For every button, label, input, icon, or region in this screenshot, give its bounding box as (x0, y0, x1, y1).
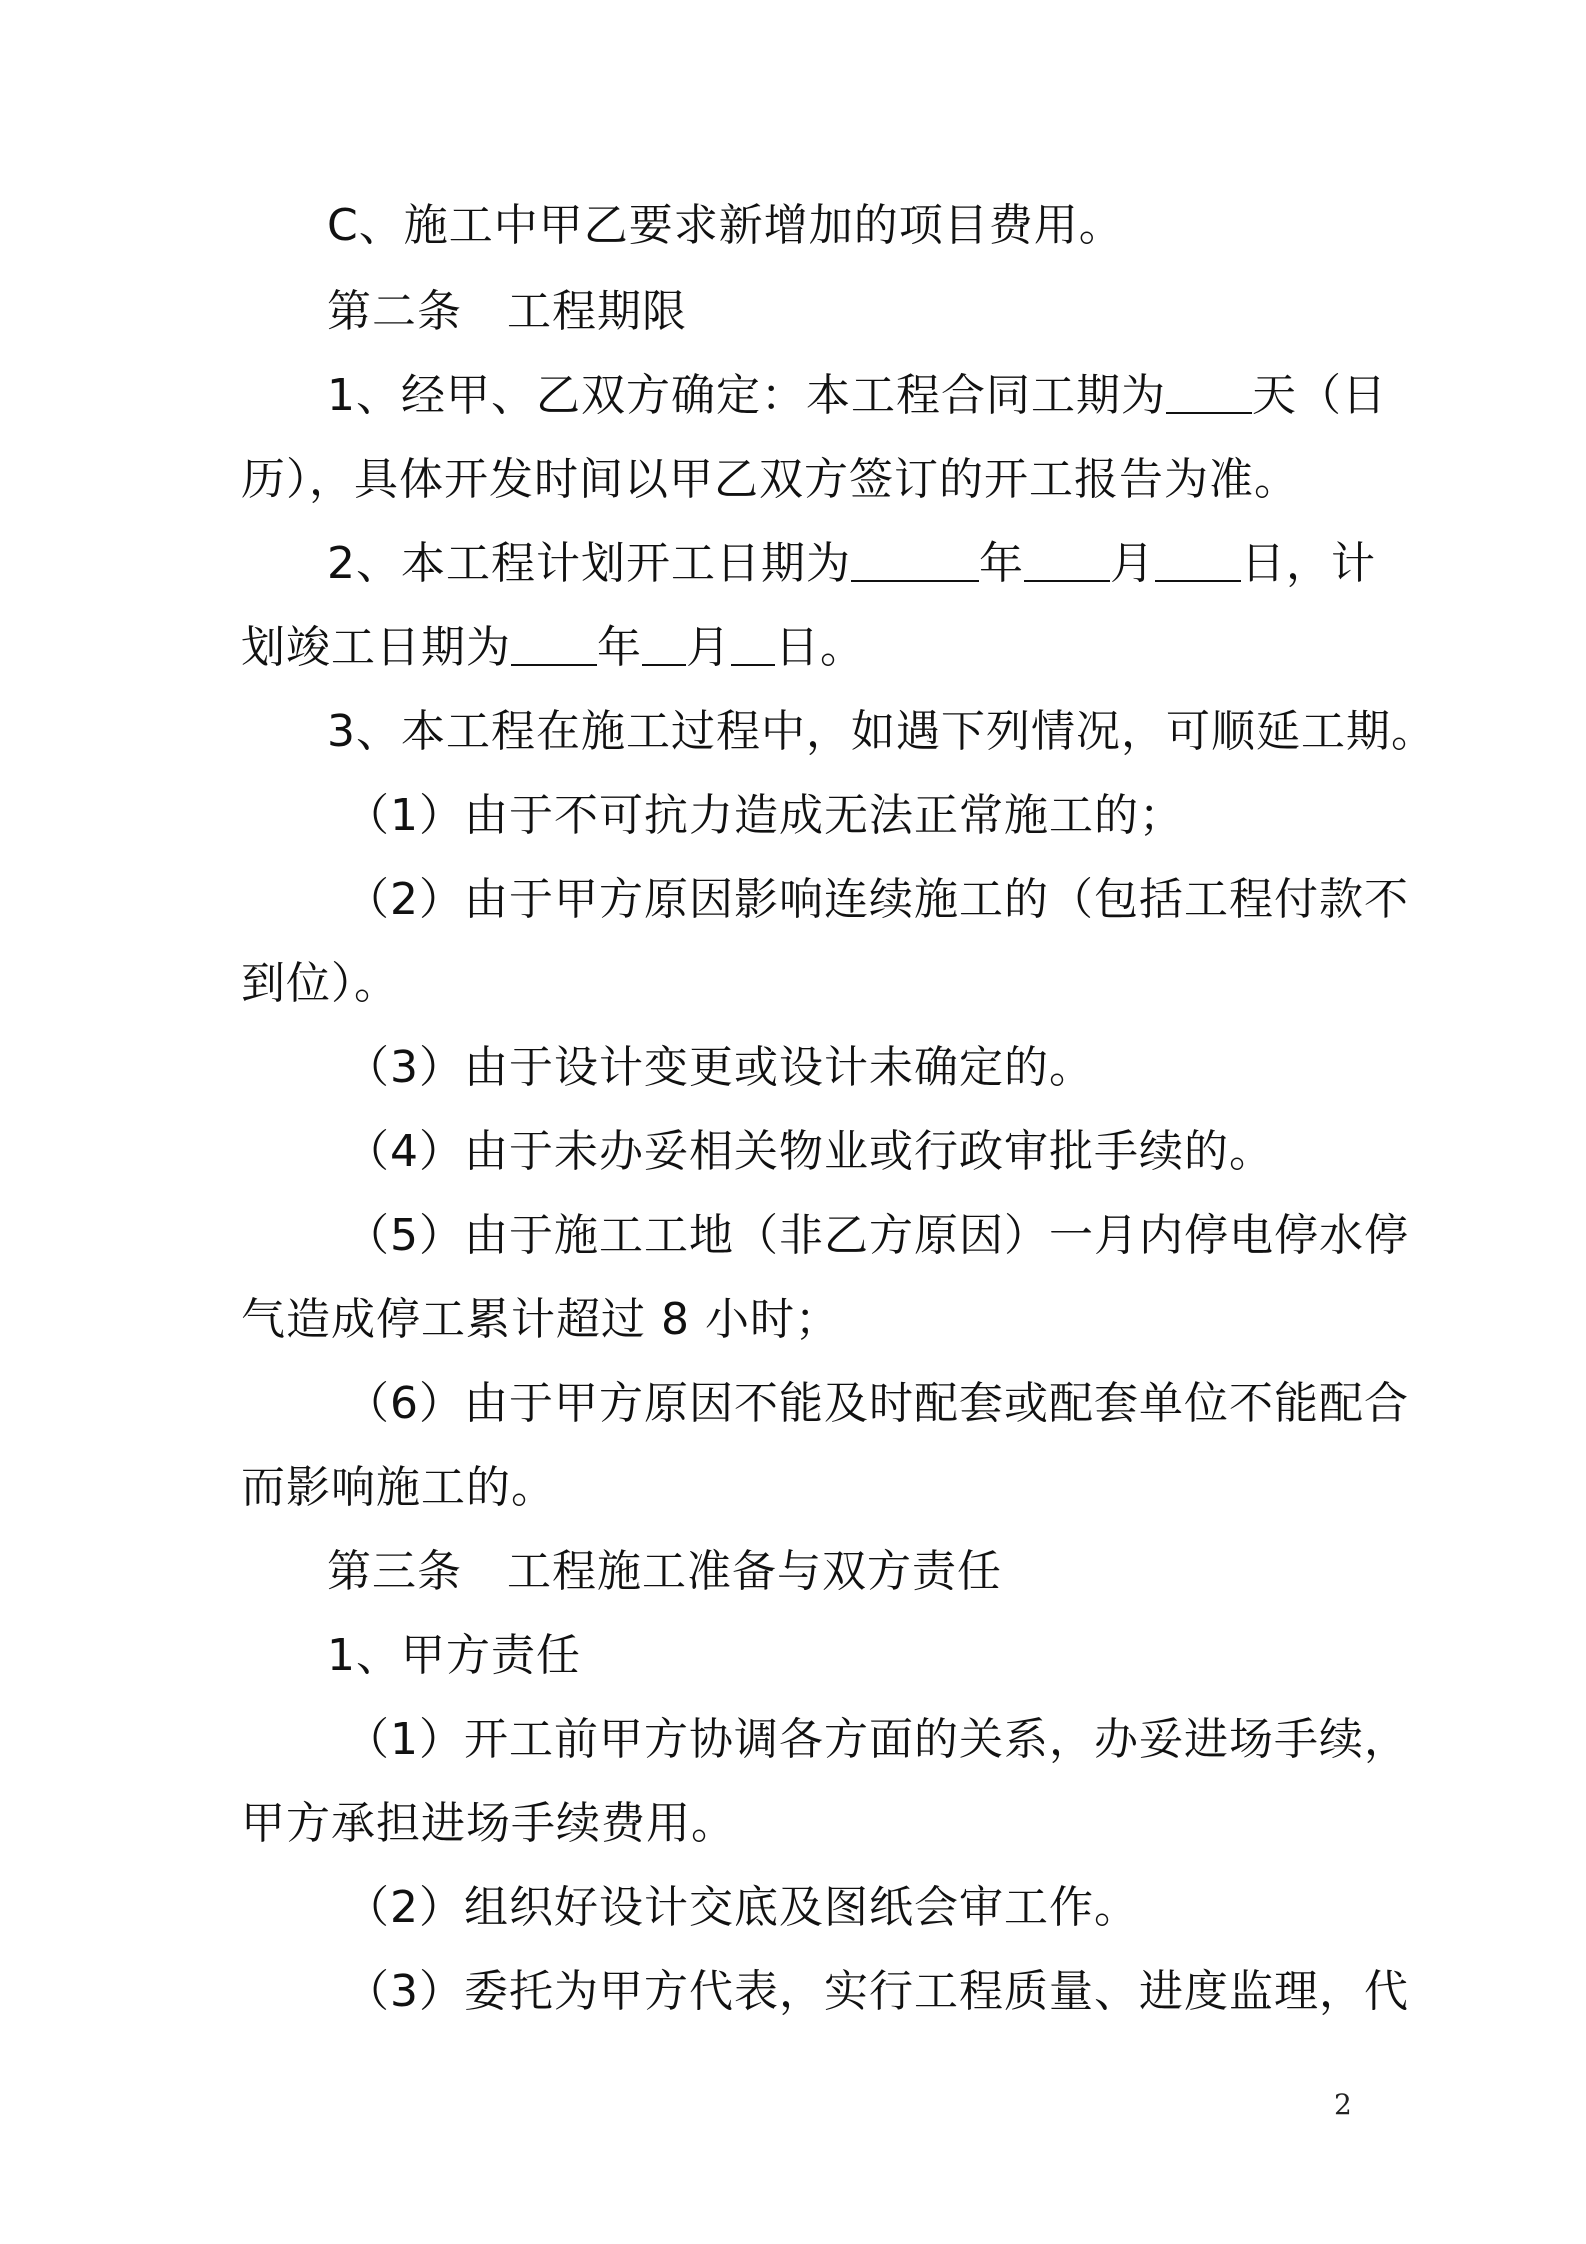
paragraph-line: 甲方承担进场手续费用。 (241, 1798, 736, 1849)
paragraph-line: 历），具体开发时间以甲乙双方签订的开工报告为准。 (241, 454, 1299, 505)
section-heading: 1、甲方责任 (327, 1630, 581, 1681)
text-segment: 日，计 (1241, 538, 1376, 589)
paragraph-line: C、施工中甲乙要求新增加的项目费用。 (327, 200, 1124, 251)
list-item: （1）开工前甲方协调各方面的关系，办妥进场手续， (345, 1714, 1409, 1765)
fill-blank-day[interactable] (731, 618, 775, 666)
fill-blank-day[interactable] (1155, 534, 1241, 582)
paragraph-line (327, 534, 1376, 594)
list-item: （2）组织好设计交底及图纸会审工作。 (345, 1882, 1139, 1933)
paragraph-line (327, 366, 1387, 426)
list-item: （3）委托为甲方代表，实行工程质量、进度监理，代 (345, 1966, 1409, 2017)
text-segment: 天（日 (1252, 370, 1387, 421)
paragraph-line: 到位）。 (241, 958, 399, 1009)
paragraph-line: 而影响施工的。 (241, 1462, 556, 1513)
text-segment: 月 (1110, 538, 1155, 589)
text-segment: 月 (686, 622, 731, 673)
list-item: （2）由于甲方原因影响连续施工的（包括工程付款不 (345, 874, 1409, 925)
text-segment: 年 (597, 622, 642, 673)
text-segment: 划竣工日期为 (241, 622, 511, 673)
fill-blank-year[interactable] (851, 534, 979, 582)
text-segment: 2、本工程计划开工日期为 (327, 538, 851, 589)
list-item: （5）由于施工工地（非乙方原因）一月内停电停水停 (345, 1210, 1409, 1261)
fill-blank-month[interactable] (1024, 534, 1110, 582)
article-heading: 第二条 工程期限 (327, 286, 687, 337)
list-item: （6）由于甲方原因不能及时配套或配套单位不能配合 (345, 1378, 1409, 1429)
paragraph-line (241, 618, 865, 678)
article-heading: 第三条 工程施工准备与双方责任 (327, 1546, 1002, 1597)
paragraph-line: 3、本工程在施工过程中，如遇下列情况，可顺延工期。 (327, 706, 1436, 757)
text-segment: 日。 (775, 622, 865, 673)
text-segment: 1、经甲、乙双方确定：本工程合同工期为 (327, 370, 1166, 421)
text-segment: 年 (979, 538, 1024, 589)
paragraph-line: 气造成停工累计超过 8 小时； (241, 1294, 840, 1345)
fill-blank-month[interactable] (642, 618, 686, 666)
page-number: 2 (1334, 2088, 1352, 2121)
fill-blank-year[interactable] (511, 618, 597, 666)
list-item: （4）由于未办妥相关物业或行政审批手续的。 (345, 1126, 1274, 1177)
fill-blank[interactable] (1166, 366, 1252, 414)
list-item: （1）由于不可抗力造成无法正常施工的； (345, 790, 1184, 841)
list-item: （3）由于设计变更或设计未确定的。 (345, 1042, 1094, 1093)
